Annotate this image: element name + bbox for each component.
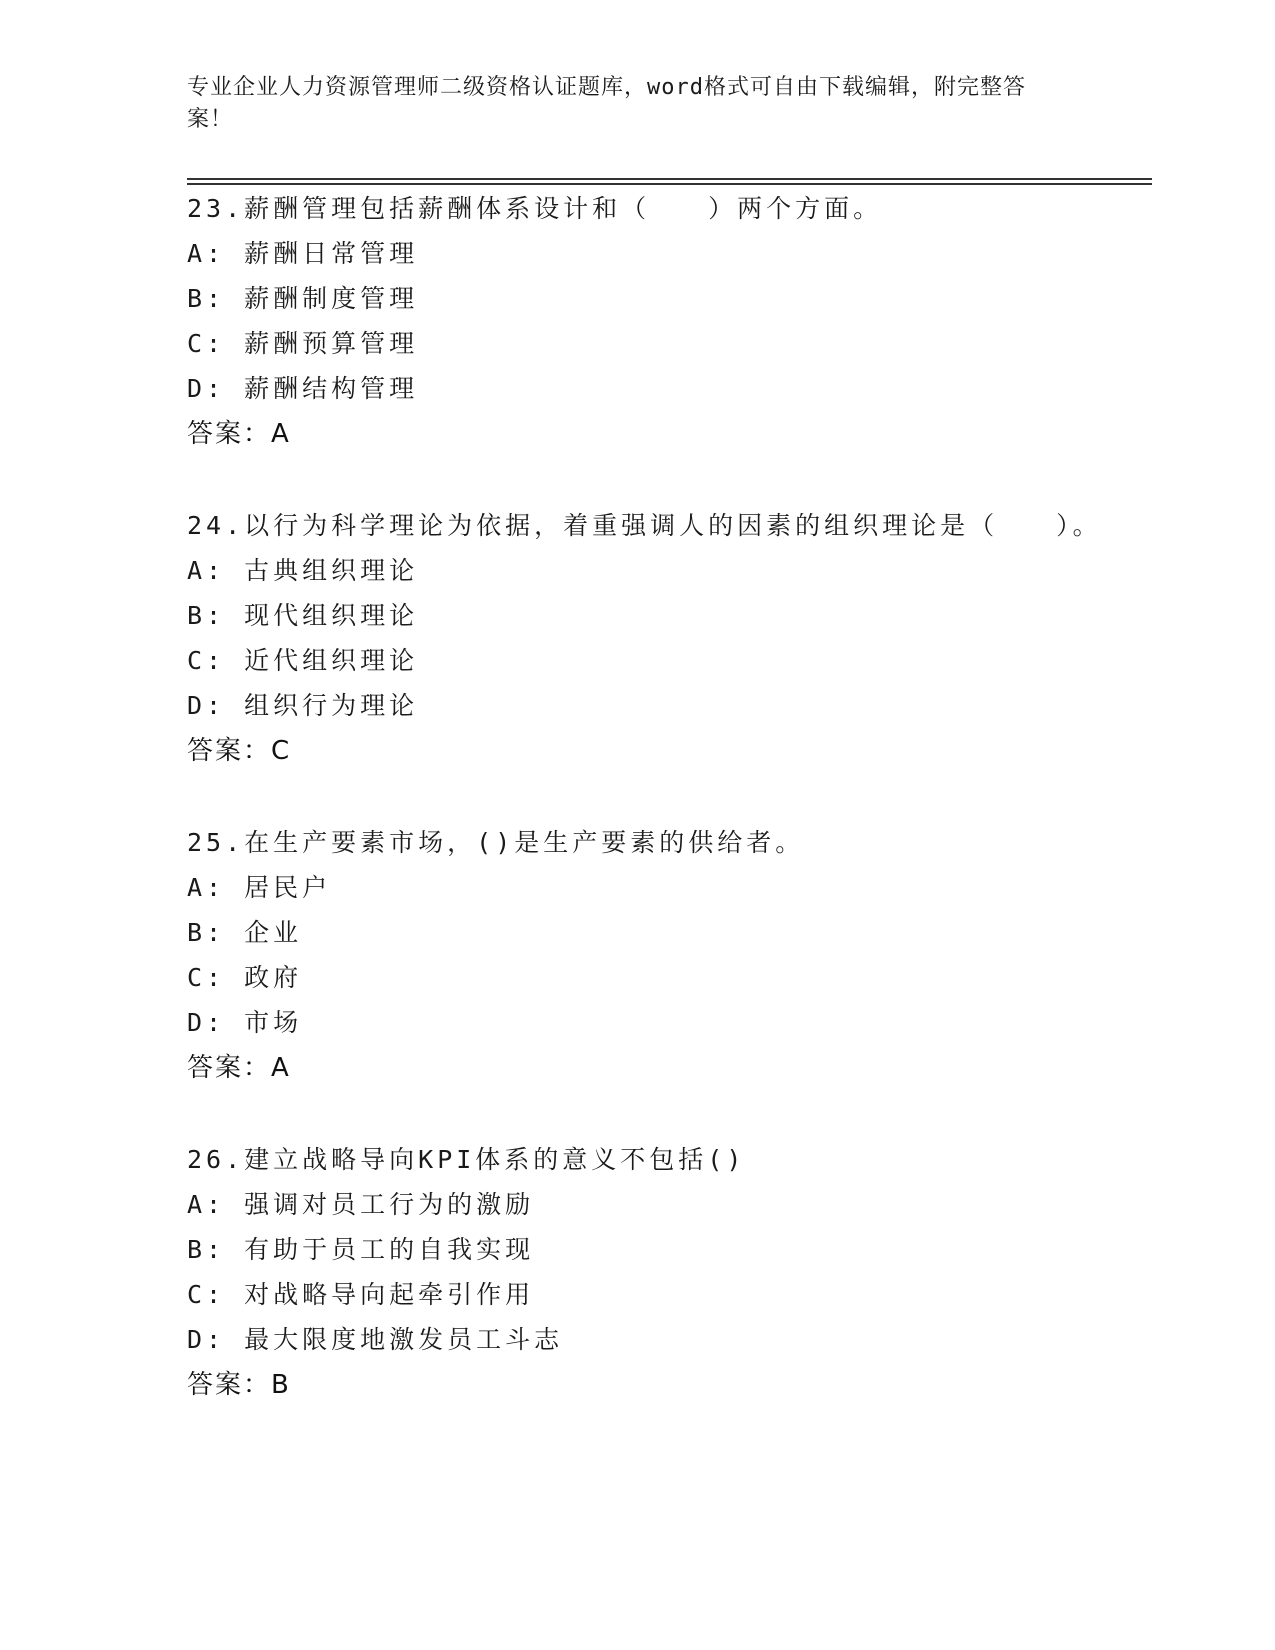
question-text: 26.建立战略导向KPI体系的意义不包括() bbox=[187, 1145, 746, 1174]
option-b: B: 有助于员工的自我实现 bbox=[187, 1235, 535, 1264]
option-b: B: 薪酬制度管理 bbox=[187, 284, 419, 313]
option-c: C: 对战略导向起牵引作用 bbox=[187, 1280, 535, 1309]
question-list bbox=[187, 186, 1127, 1408]
question-text: 24.以行为科学理论为依据，着重强调人的因素的组织理论是（ ）。 bbox=[187, 511, 1102, 540]
question-23 bbox=[187, 186, 1127, 457]
option-d: D: 薪酬结构管理 bbox=[187, 374, 419, 403]
option-d: D: 组织行为理论 bbox=[187, 691, 419, 720]
header-divider-top bbox=[187, 178, 1152, 180]
option-b: B: 现代组织理论 bbox=[187, 601, 419, 630]
question-25 bbox=[187, 820, 1127, 1091]
question-spacer bbox=[187, 774, 1127, 820]
question-24 bbox=[187, 503, 1127, 774]
answer: 答案：A bbox=[187, 419, 291, 449]
document-header: 专业企业人力资源管理师二级资格认证题库，word格式可自由下载编辑，附完整答案！ bbox=[187, 75, 1026, 132]
question-text: 23.薪酬管理包括薪酬体系设计和（ ）两个方面。 bbox=[187, 194, 883, 223]
option-d: D: 市场 bbox=[187, 1008, 303, 1037]
answer: 答案：B bbox=[187, 1370, 291, 1400]
question-text: 25.在生产要素市场，()是生产要素的供给者。 bbox=[187, 828, 805, 857]
option-c: C: 薪酬预算管理 bbox=[187, 329, 419, 358]
question-spacer bbox=[187, 457, 1127, 503]
option-d: D: 最大限度地激发员工斗志 bbox=[187, 1325, 564, 1354]
option-a: A: 薪酬日常管理 bbox=[187, 239, 419, 268]
question-26 bbox=[187, 1137, 1127, 1408]
option-a: A: 居民户 bbox=[187, 873, 332, 902]
answer: 答案：C bbox=[187, 736, 292, 766]
option-a: A: 强调对员工行为的激励 bbox=[187, 1190, 535, 1219]
header-divider-bottom bbox=[187, 183, 1152, 185]
answer: 答案：A bbox=[187, 1053, 291, 1083]
option-a: A: 古典组织理论 bbox=[187, 556, 419, 585]
option-c: C: 政府 bbox=[187, 963, 303, 992]
question-spacer bbox=[187, 1091, 1127, 1137]
option-b: B: 企业 bbox=[187, 918, 303, 947]
option-c: C: 近代组织理论 bbox=[187, 646, 419, 675]
